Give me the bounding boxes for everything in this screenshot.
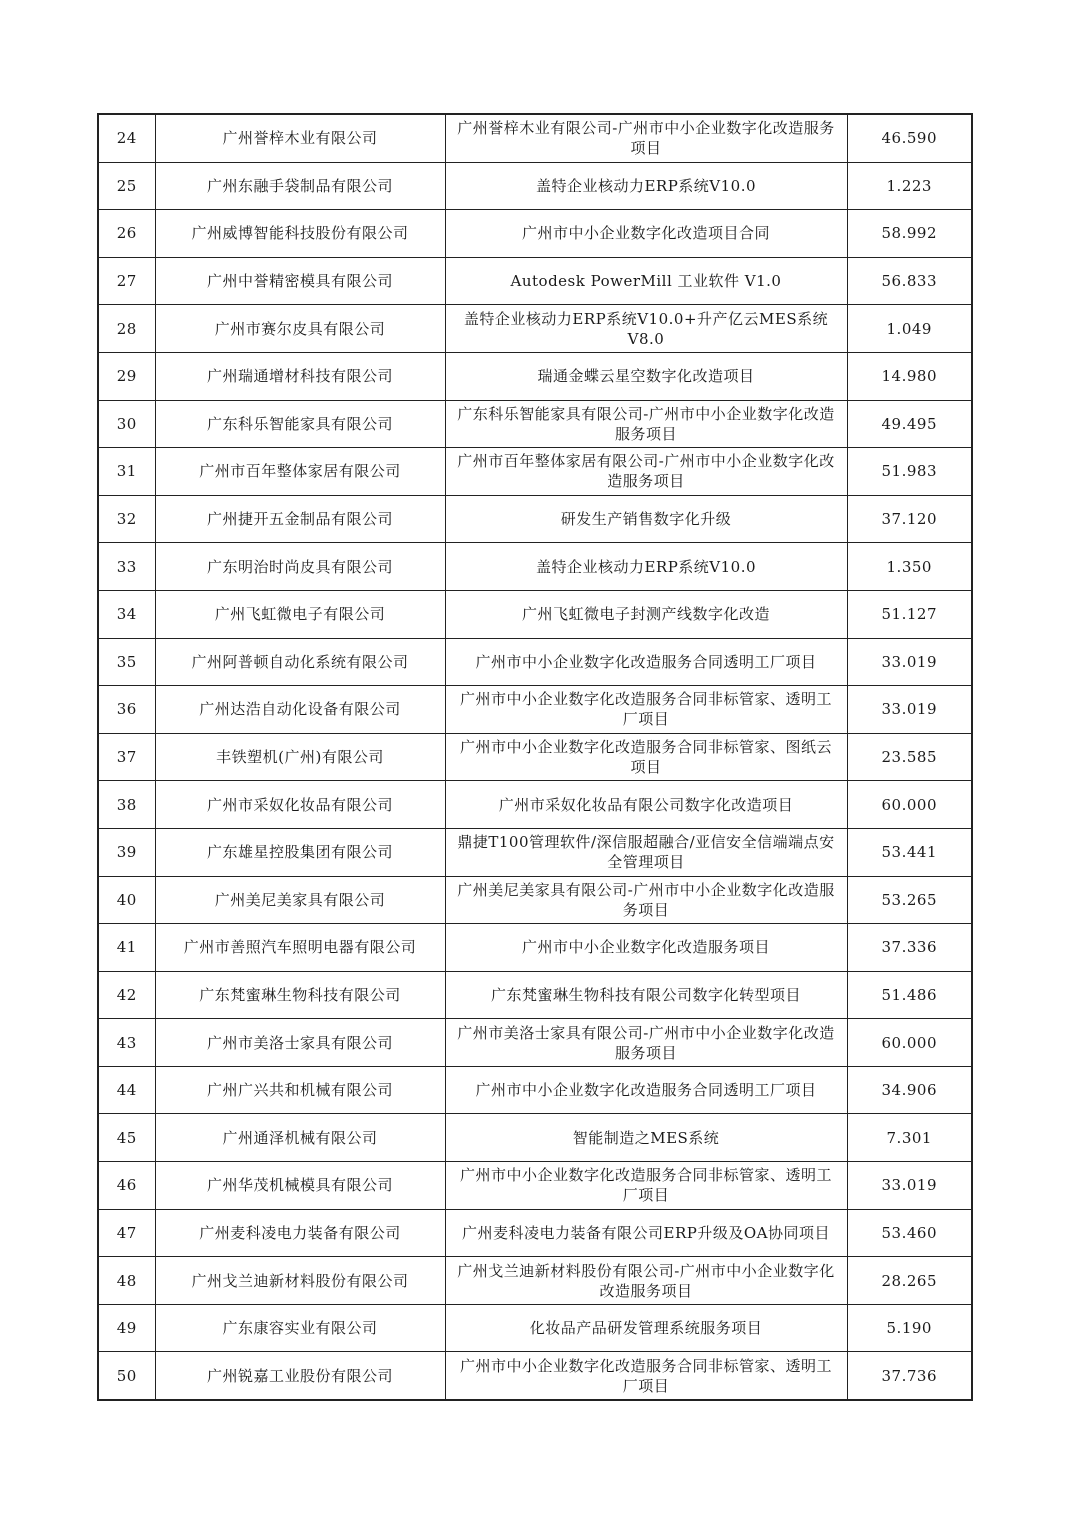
- table-row: [98, 1019, 972, 1067]
- amount-cell: 51.486: [847, 971, 972, 1019]
- project-name-cell: 广东科乐智能家具有限公司-广州市中小企业数字化改造服务项目: [445, 400, 847, 448]
- company-name-cell: 广州捷开五金制品有限公司: [155, 495, 445, 543]
- company-name-cell: 广州广兴共和机械有限公司: [155, 1066, 445, 1114]
- company-name-cell: 广州市赛尔皮具有限公司: [155, 305, 445, 353]
- table-row: [98, 828, 972, 876]
- project-name-cell: Autodesk PowerMill 工业软件 V1.0: [445, 257, 847, 305]
- company-name-cell: 广州瑞通增材科技有限公司: [155, 352, 445, 400]
- table-row: [98, 1162, 972, 1210]
- amount-cell: 56.833: [847, 257, 972, 305]
- table-row: [98, 543, 972, 591]
- project-name-cell: 广州戈兰迪新材料股份有限公司-广州市中小企业数字化改造服务项目: [445, 1257, 847, 1305]
- company-name-cell: 广州飞虹微电子有限公司: [155, 590, 445, 638]
- row-number-cell: 41: [98, 924, 155, 972]
- table-row: [98, 495, 972, 543]
- company-name-cell: 广州达浩自动化设备有限公司: [155, 686, 445, 734]
- row-number-cell: 31: [98, 448, 155, 496]
- row-number-cell: 28: [98, 305, 155, 353]
- amount-cell: 28.265: [847, 1257, 972, 1305]
- table-row: [98, 733, 972, 781]
- row-number-cell: 32: [98, 495, 155, 543]
- project-name-cell: 瑞通金蝶云星空数字化改造项目: [445, 352, 847, 400]
- company-name-cell: 广州戈兰迪新材料股份有限公司: [155, 1257, 445, 1305]
- company-name-cell: 广东康容实业有限公司: [155, 1304, 445, 1352]
- row-number-cell: 50: [98, 1352, 155, 1400]
- table-row: [98, 686, 972, 734]
- project-name-cell: 广州市中小企业数字化改造服务合同非标管家、图纸云项目: [445, 733, 847, 781]
- amount-cell: 53.265: [847, 876, 972, 924]
- company-name-cell: 广州中誉精密模具有限公司: [155, 257, 445, 305]
- amount-cell: 37.336: [847, 924, 972, 972]
- company-name-cell: 丰铁塑机(广州)有限公司: [155, 733, 445, 781]
- table-row: [98, 1209, 972, 1257]
- table-row: [98, 1066, 972, 1114]
- project-name-cell: 盖特企业核动力ERP系统V10.0: [445, 162, 847, 210]
- amount-cell: 7.301: [847, 1114, 972, 1162]
- table-row: [98, 162, 972, 210]
- table-row: [98, 1352, 972, 1400]
- project-list-table: [97, 113, 973, 1401]
- row-number-cell: 42: [98, 971, 155, 1019]
- amount-cell: 5.190: [847, 1304, 972, 1352]
- project-name-cell: 广州市中小企业数字化改造服务合同非标管家、透明工厂项目: [445, 686, 847, 734]
- amount-cell: 51.127: [847, 590, 972, 638]
- project-name-cell: 广州市中小企业数字化改造服务合同透明工厂项目: [445, 1066, 847, 1114]
- table-row: [98, 305, 972, 353]
- table-row: [98, 352, 972, 400]
- row-number-cell: 24: [98, 114, 155, 162]
- company-name-cell: 广州市美洛士家具有限公司: [155, 1019, 445, 1067]
- row-number-cell: 45: [98, 1114, 155, 1162]
- amount-cell: 53.441: [847, 828, 972, 876]
- company-name-cell: 广州通泽机械有限公司: [155, 1114, 445, 1162]
- amount-cell: 58.992: [847, 210, 972, 258]
- table-row: [98, 114, 972, 162]
- table-row: [98, 924, 972, 972]
- company-name-cell: 广东雄星控股集团有限公司: [155, 828, 445, 876]
- project-name-cell: 广州麦科凌电力装备有限公司ERP升级及OA协同项目: [445, 1209, 847, 1257]
- row-number-cell: 40: [98, 876, 155, 924]
- amount-cell: 14.980: [847, 352, 972, 400]
- amount-cell: 60.000: [847, 1019, 972, 1067]
- company-name-cell: 广州美尼美家具有限公司: [155, 876, 445, 924]
- project-name-cell: 广州市中小企业数字化改造服务合同非标管家、透明工厂项目: [445, 1162, 847, 1210]
- project-name-cell: 广州誉梓木业有限公司-广州市中小企业数字化改造服务项目: [445, 114, 847, 162]
- table-row: [98, 257, 972, 305]
- amount-cell: 1.350: [847, 543, 972, 591]
- project-name-cell: 广州飞虹微电子封测产线数字化改造: [445, 590, 847, 638]
- project-name-cell: 广州市中小企业数字化改造服务合同透明工厂项目: [445, 638, 847, 686]
- company-name-cell: 广州华茂机械模具有限公司: [155, 1162, 445, 1210]
- project-name-cell: 广东梵蜜琳生物科技有限公司数字化转型项目: [445, 971, 847, 1019]
- amount-cell: 60.000: [847, 781, 972, 829]
- project-name-cell: 化妆品产品研发管理系统服务项目: [445, 1304, 847, 1352]
- row-number-cell: 49: [98, 1304, 155, 1352]
- project-name-cell: 广州市中小企业数字化改造服务合同非标管家、透明工厂项目: [445, 1352, 847, 1400]
- row-number-cell: 35: [98, 638, 155, 686]
- amount-cell: 23.585: [847, 733, 972, 781]
- row-number-cell: 37: [98, 733, 155, 781]
- table-row: [98, 1257, 972, 1305]
- amount-cell: 34.906: [847, 1066, 972, 1114]
- table-row: [98, 400, 972, 448]
- company-name-cell: 广东科乐智能家具有限公司: [155, 400, 445, 448]
- row-number-cell: 29: [98, 352, 155, 400]
- amount-cell: 51.983: [847, 448, 972, 496]
- company-name-cell: 广东明治时尚皮具有限公司: [155, 543, 445, 591]
- row-number-cell: 33: [98, 543, 155, 591]
- amount-cell: 1.049: [847, 305, 972, 353]
- row-number-cell: 25: [98, 162, 155, 210]
- project-name-cell: 广州市百年整体家居有限公司-广州市中小企业数字化改造服务项目: [445, 448, 847, 496]
- table-row: [98, 1304, 972, 1352]
- project-name-cell: 广州市中小企业数字化改造项目合同: [445, 210, 847, 258]
- row-number-cell: 36: [98, 686, 155, 734]
- company-name-cell: 广州麦科凌电力装备有限公司: [155, 1209, 445, 1257]
- table-row: [98, 590, 972, 638]
- row-number-cell: 39: [98, 828, 155, 876]
- amount-cell: 53.460: [847, 1209, 972, 1257]
- project-name-cell: 鼎捷T100管理软件/深信服超融合/亚信安全信端端点安全管理项目: [445, 828, 847, 876]
- company-name-cell: 广州市采奴化妆品有限公司: [155, 781, 445, 829]
- company-name-cell: 广州市善照汽车照明电器有限公司: [155, 924, 445, 972]
- project-name-cell: 广州市采奴化妆品有限公司数字化改造项目: [445, 781, 847, 829]
- amount-cell: 37.120: [847, 495, 972, 543]
- amount-cell: 33.019: [847, 638, 972, 686]
- company-name-cell: 广州誉梓木业有限公司: [155, 114, 445, 162]
- project-name-cell: 广州市中小企业数字化改造服务项目: [445, 924, 847, 972]
- row-number-cell: 46: [98, 1162, 155, 1210]
- amount-cell: 33.019: [847, 686, 972, 734]
- table-row: [98, 971, 972, 1019]
- project-name-cell: 广州市美洛士家具有限公司-广州市中小企业数字化改造服务项目: [445, 1019, 847, 1067]
- table-body: [98, 114, 972, 1400]
- amount-cell: 33.019: [847, 1162, 972, 1210]
- row-number-cell: 27: [98, 257, 155, 305]
- project-name-cell: 盖特企业核动力ERP系统V10.0+升产亿云MES系统V8.0: [445, 305, 847, 353]
- amount-cell: 46.590: [847, 114, 972, 162]
- row-number-cell: 44: [98, 1066, 155, 1114]
- row-number-cell: 43: [98, 1019, 155, 1067]
- table-row: [98, 781, 972, 829]
- company-name-cell: 广州市百年整体家居有限公司: [155, 448, 445, 496]
- amount-cell: 1.223: [847, 162, 972, 210]
- row-number-cell: 38: [98, 781, 155, 829]
- company-name-cell: 广州威博智能科技股份有限公司: [155, 210, 445, 258]
- company-name-cell: 广东梵蜜琳生物科技有限公司: [155, 971, 445, 1019]
- project-name-cell: 研发生产销售数字化升级: [445, 495, 847, 543]
- table-row: [98, 210, 972, 258]
- company-name-cell: 广州锐嘉工业股份有限公司: [155, 1352, 445, 1400]
- company-name-cell: 广州阿普顿自动化系统有限公司: [155, 638, 445, 686]
- row-number-cell: 34: [98, 590, 155, 638]
- table-row: [98, 1114, 972, 1162]
- table-row: [98, 876, 972, 924]
- project-name-cell: 智能制造之MES系统: [445, 1114, 847, 1162]
- amount-cell: 37.736: [847, 1352, 972, 1400]
- table-row: [98, 448, 972, 496]
- row-number-cell: 47: [98, 1209, 155, 1257]
- row-number-cell: 30: [98, 400, 155, 448]
- project-name-cell: 广州美尼美家具有限公司-广州市中小企业数字化改造服务项目: [445, 876, 847, 924]
- amount-cell: 49.495: [847, 400, 972, 448]
- table-row: [98, 638, 972, 686]
- row-number-cell: 48: [98, 1257, 155, 1305]
- company-name-cell: 广州东融手袋制品有限公司: [155, 162, 445, 210]
- row-number-cell: 26: [98, 210, 155, 258]
- project-name-cell: 盖特企业核动力ERP系统V10.0: [445, 543, 847, 591]
